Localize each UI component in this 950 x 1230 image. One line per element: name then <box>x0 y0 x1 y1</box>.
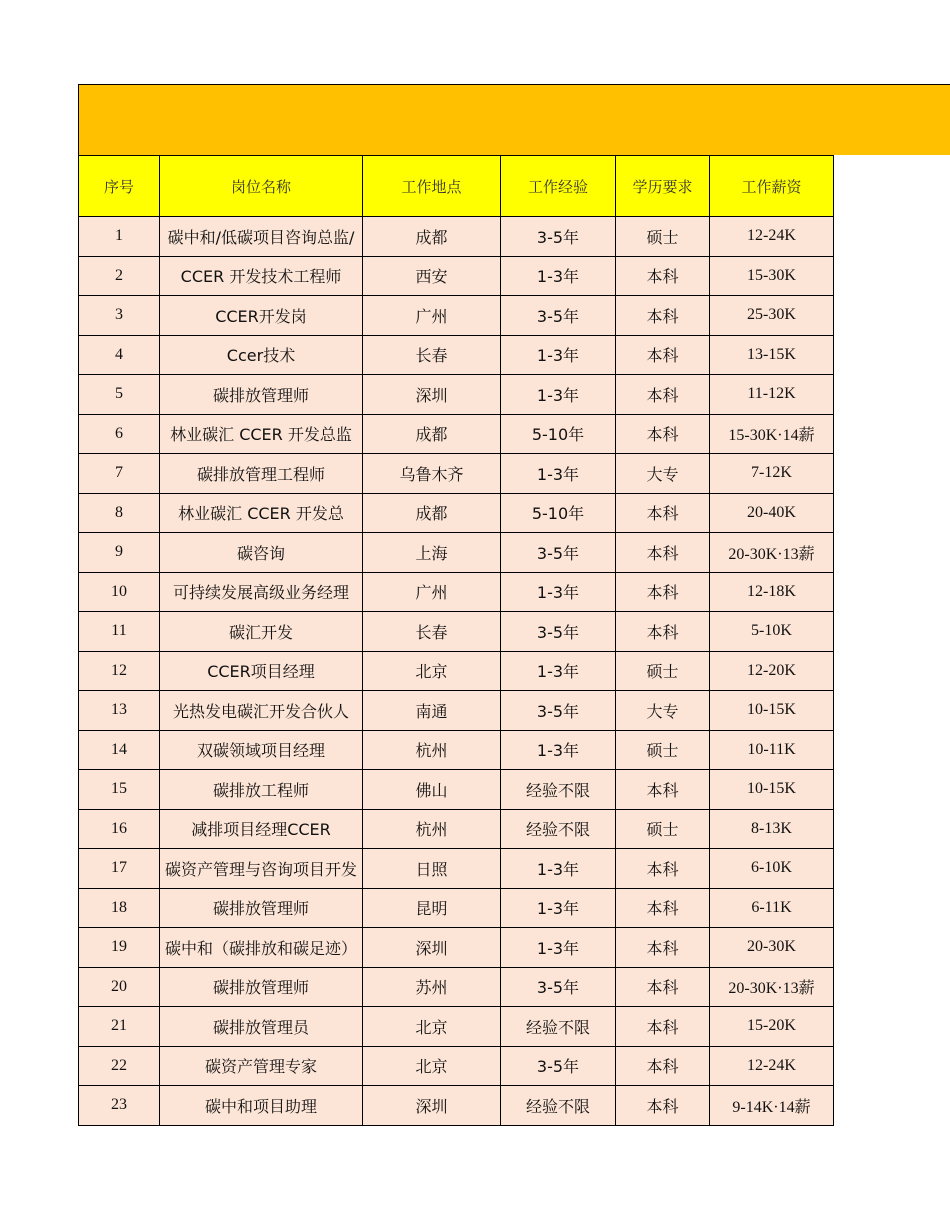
cell-experience[interactable]: 经验不限 <box>501 1007 616 1047</box>
cell-education[interactable]: 大专 <box>616 454 710 494</box>
cell-salary[interactable]: 13-15K <box>710 335 834 375</box>
cell-city[interactable]: 广州 <box>363 572 501 612</box>
cell-no[interactable]: 21 <box>79 1007 160 1047</box>
cell-experience[interactable]: 1-3年 <box>501 849 616 889</box>
cell-experience[interactable]: 5-10年 <box>501 493 616 533</box>
cell-no[interactable]: 1 <box>79 217 160 257</box>
cell-experience[interactable]: 3-5年 <box>501 217 616 257</box>
table-row <box>79 296 834 336</box>
title-banner <box>78 84 950 155</box>
cell-city[interactable]: 日照 <box>363 849 501 889</box>
cell-no[interactable]: 19 <box>79 928 160 968</box>
cell-salary[interactable]: 10-11K <box>710 730 834 770</box>
cell-title[interactable] <box>160 217 363 257</box>
cell-salary[interactable]: 11-12K <box>710 375 834 415</box>
cell-education[interactable]: 本科 <box>616 1086 710 1126</box>
cell-title-text: 光热发电碳汇开发合伙人 <box>172 701 349 721</box>
cell-city[interactable]: 上海 <box>363 533 501 573</box>
table-row <box>79 691 834 731</box>
cell-city[interactable]: 成都 <box>363 414 501 454</box>
cell-title[interactable] <box>160 572 363 612</box>
cell-salary[interactable]: 10-15K <box>710 770 834 810</box>
cell-city[interactable]: 北京 <box>363 1007 501 1047</box>
cell-city[interactable]: 南通 <box>363 691 501 731</box>
cell-title[interactable] <box>160 730 363 770</box>
cell-title-text: Ccer技术 <box>226 346 296 366</box>
cell-title-text: 碳排放管理师 <box>212 978 309 998</box>
cell-title[interactable] <box>160 375 363 415</box>
cell-experience[interactable]: 经验不限 <box>501 1086 616 1126</box>
cell-title-text: 碳中和项目助理 <box>204 1096 317 1116</box>
cell-title[interactable] <box>160 967 363 1007</box>
cell-salary[interactable]: 12-20K <box>710 651 834 691</box>
table-row <box>79 493 834 533</box>
cell-title-text: 碳资产管理与咨询项目开发 <box>164 859 357 879</box>
cell-title-text: 林业碳汇 CCER 开发总 <box>178 504 344 524</box>
cell-education[interactable]: 本科 <box>616 849 710 889</box>
cell-title[interactable] <box>160 612 363 652</box>
cell-title-text: 碳排放工程师 <box>212 780 309 800</box>
cell-title-text: 碳咨询 <box>236 543 285 563</box>
cell-no[interactable]: 15 <box>79 770 160 810</box>
cell-experience[interactable]: 1-3年 <box>501 572 616 612</box>
cell-experience[interactable]: 3-5年 <box>501 612 616 652</box>
table-row <box>79 335 834 375</box>
cell-experience[interactable]: 经验不限 <box>501 770 616 810</box>
cell-salary[interactable]: 8-13K <box>710 809 834 849</box>
cell-city[interactable]: 杭州 <box>363 730 501 770</box>
cell-no[interactable]: 6 <box>79 414 160 454</box>
col-header-no[interactable]: 序号 <box>79 156 160 217</box>
cell-title-text: 碳排放管理员 <box>212 1017 309 1037</box>
cell-city[interactable]: 深圳 <box>363 928 501 968</box>
cell-no[interactable]: 9 <box>79 533 160 573</box>
cell-no[interactable]: 23 <box>79 1086 160 1126</box>
cell-city[interactable]: 北京 <box>363 651 501 691</box>
cell-education[interactable]: 硕士 <box>616 730 710 770</box>
cell-city[interactable]: 北京 <box>363 1046 501 1086</box>
jobs-table <box>78 155 834 1126</box>
cell-city[interactable]: 深圳 <box>363 375 501 415</box>
cell-title[interactable] <box>160 414 363 454</box>
cell-title[interactable] <box>160 651 363 691</box>
cell-experience[interactable]: 3-5年 <box>501 967 616 1007</box>
cell-title-text: 双碳领域项目经理 <box>196 741 325 761</box>
cell-no[interactable]: 13 <box>79 691 160 731</box>
cell-city[interactable]: 广州 <box>363 296 501 336</box>
cell-title-text: CCER开发岗 <box>215 306 307 326</box>
cell-city[interactable]: 成都 <box>363 217 501 257</box>
cell-no[interactable]: 16 <box>79 809 160 849</box>
cell-salary[interactable]: 20-40K <box>710 493 834 533</box>
cell-education[interactable]: 本科 <box>616 335 710 375</box>
table-row <box>79 454 834 494</box>
cell-title[interactable] <box>160 533 363 573</box>
table-row <box>79 770 834 810</box>
cell-education[interactable]: 本科 <box>616 296 710 336</box>
cell-experience[interactable]: 1-3年 <box>501 928 616 968</box>
table-row <box>79 809 834 849</box>
cell-salary[interactable]: 6-11K <box>710 888 834 928</box>
cell-education[interactable]: 本科 <box>616 572 710 612</box>
cell-title[interactable] <box>160 1007 363 1047</box>
cell-salary[interactable]: 10-15K <box>710 691 834 731</box>
cell-salary[interactable]: 25-30K <box>710 296 834 336</box>
table-row <box>79 572 834 612</box>
cell-no[interactable]: 7 <box>79 454 160 494</box>
col-header-city[interactable]: 工作地点 <box>363 156 501 217</box>
cell-experience[interactable]: 1-3年 <box>501 888 616 928</box>
col-header-title[interactable]: 岗位名称 <box>160 156 363 217</box>
table-row <box>79 533 834 573</box>
cell-experience[interactable]: 1-3年 <box>501 256 616 296</box>
cell-education[interactable]: 本科 <box>616 493 710 533</box>
cell-education[interactable]: 本科 <box>616 256 710 296</box>
cell-education[interactable]: 本科 <box>616 533 710 573</box>
cell-title-text: 碳汇开发 <box>228 622 293 642</box>
table-row <box>79 375 834 415</box>
cell-title[interactable] <box>160 1086 363 1126</box>
cell-title[interactable] <box>160 770 363 810</box>
cell-title-text: 碳排放管理师 <box>212 385 309 405</box>
cell-city[interactable]: 乌鲁木齐 <box>363 454 501 494</box>
cell-title-text: CCER 开发技术工程师 <box>180 267 342 287</box>
cell-city[interactable]: 杭州 <box>363 809 501 849</box>
cell-city[interactable]: 长春 <box>363 612 501 652</box>
cell-experience[interactable]: 1-3年 <box>501 730 616 770</box>
cell-city[interactable]: 成都 <box>363 493 501 533</box>
cell-salary[interactable]: 12-24K <box>710 217 834 257</box>
cell-no[interactable]: 14 <box>79 730 160 770</box>
cell-no[interactable]: 3 <box>79 296 160 336</box>
cell-no[interactable]: 20 <box>79 967 160 1007</box>
cell-title[interactable] <box>160 691 363 731</box>
cell-no[interactable]: 5 <box>79 375 160 415</box>
cell-city[interactable]: 昆明 <box>363 888 501 928</box>
cell-title[interactable] <box>160 849 363 889</box>
table-row <box>79 1007 834 1047</box>
table-row <box>79 967 834 1007</box>
cell-city[interactable]: 佛山 <box>363 770 501 810</box>
cell-experience[interactable]: 5-10年 <box>501 414 616 454</box>
cell-experience[interactable]: 3-5年 <box>501 1046 616 1086</box>
cell-city[interactable]: 长春 <box>363 335 501 375</box>
cell-title[interactable] <box>160 454 363 494</box>
table-row <box>79 928 834 968</box>
cell-no[interactable]: 12 <box>79 651 160 691</box>
cell-title-text: CCER项目经理 <box>207 662 315 682</box>
cell-experience[interactable]: 1-3年 <box>501 335 616 375</box>
cell-education[interactable]: 本科 <box>616 928 710 968</box>
cell-salary[interactable]: 6-10K <box>710 849 834 889</box>
cell-title[interactable] <box>160 335 363 375</box>
col-header-salary[interactable]: 工作薪资 <box>710 156 834 217</box>
cell-title-text: 可持续发展高级业务经理 <box>172 583 349 603</box>
cell-education[interactable]: 本科 <box>616 414 710 454</box>
cell-title[interactable] <box>160 493 363 533</box>
cell-education[interactable]: 硕士 <box>616 217 710 257</box>
cell-education[interactable]: 本科 <box>616 1046 710 1086</box>
cell-education[interactable]: 本科 <box>616 375 710 415</box>
cell-salary[interactable]: 5-10K <box>710 612 834 652</box>
cell-city[interactable]: 苏州 <box>363 967 501 1007</box>
cell-salary[interactable]: 15-30K·14薪 <box>710 414 834 454</box>
cell-no[interactable]: 22 <box>79 1046 160 1086</box>
cell-salary[interactable]: 9-14K·14薪 <box>710 1086 834 1126</box>
cell-education[interactable]: 本科 <box>616 888 710 928</box>
table-row <box>79 651 834 691</box>
table-row <box>79 730 834 770</box>
table-row <box>79 217 834 257</box>
cell-no[interactable]: 18 <box>79 888 160 928</box>
cell-title-text: 碳中和（碳排放和碳足迹） <box>164 938 357 958</box>
col-header-experience[interactable]: 工作经验 <box>501 156 616 217</box>
cell-education[interactable]: 本科 <box>616 1007 710 1047</box>
cell-title[interactable] <box>160 256 363 296</box>
table-row <box>79 1086 834 1126</box>
cell-salary[interactable]: 20-30K <box>710 928 834 968</box>
cell-city[interactable]: 西安 <box>363 256 501 296</box>
cell-education[interactable]: 硕士 <box>616 651 710 691</box>
cell-title[interactable] <box>160 809 363 849</box>
cell-title-text: 碳排放管理工程师 <box>196 464 325 484</box>
cell-title-text: 减排项目经理CCER <box>191 820 331 840</box>
cell-title-text: 林业碳汇 CCER 开发总监 <box>170 425 352 445</box>
table-row <box>79 849 834 889</box>
cell-education[interactable]: 本科 <box>616 967 710 1007</box>
cell-salary[interactable]: 15-20K <box>710 1007 834 1047</box>
cell-salary[interactable]: 12-24K <box>710 1046 834 1086</box>
cell-experience[interactable]: 3-5年 <box>501 533 616 573</box>
cell-experience[interactable]: 3-5年 <box>501 296 616 336</box>
cell-no[interactable]: 11 <box>79 612 160 652</box>
cell-experience[interactable]: 1-3年 <box>501 651 616 691</box>
cell-salary[interactable]: 7-12K <box>710 454 834 494</box>
cell-salary[interactable]: 20-30K·13薪 <box>710 533 834 573</box>
cell-no[interactable]: 10 <box>79 572 160 612</box>
cell-salary[interactable]: 20-30K·13薪 <box>710 967 834 1007</box>
cell-no[interactable]: 8 <box>79 493 160 533</box>
cell-education[interactable]: 硕士 <box>616 809 710 849</box>
cell-title-text: 碳资产管理专家 <box>204 1057 317 1077</box>
header-row <box>79 156 834 217</box>
cell-experience[interactable]: 1-3年 <box>501 375 616 415</box>
cell-title-text: 碳中和/低碳项目咨询总监/ <box>167 227 355 247</box>
col-header-education[interactable]: 学历要求 <box>616 156 710 217</box>
cell-education[interactable]: 本科 <box>616 770 710 810</box>
table-row <box>79 1046 834 1086</box>
cell-salary[interactable]: 12-18K <box>710 572 834 612</box>
cell-experience[interactable]: 经验不限 <box>501 809 616 849</box>
table-row <box>79 612 834 652</box>
cell-no[interactable]: 17 <box>79 849 160 889</box>
table-row <box>79 888 834 928</box>
cell-title[interactable] <box>160 296 363 336</box>
cell-experience[interactable]: 1-3年 <box>501 454 616 494</box>
cell-title[interactable] <box>160 888 363 928</box>
cell-education[interactable]: 本科 <box>616 612 710 652</box>
cell-title[interactable] <box>160 1046 363 1086</box>
cell-city[interactable]: 深圳 <box>363 1086 501 1126</box>
cell-title[interactable] <box>160 928 363 968</box>
table-row <box>79 256 834 296</box>
cell-salary[interactable]: 15-30K <box>710 256 834 296</box>
cell-title-text: 碳排放管理师 <box>212 899 309 919</box>
cell-experience[interactable]: 3-5年 <box>501 691 616 731</box>
cell-education[interactable]: 大专 <box>616 691 710 731</box>
cell-no[interactable]: 4 <box>79 335 160 375</box>
cell-no[interactable]: 2 <box>79 256 160 296</box>
table-row <box>79 414 834 454</box>
